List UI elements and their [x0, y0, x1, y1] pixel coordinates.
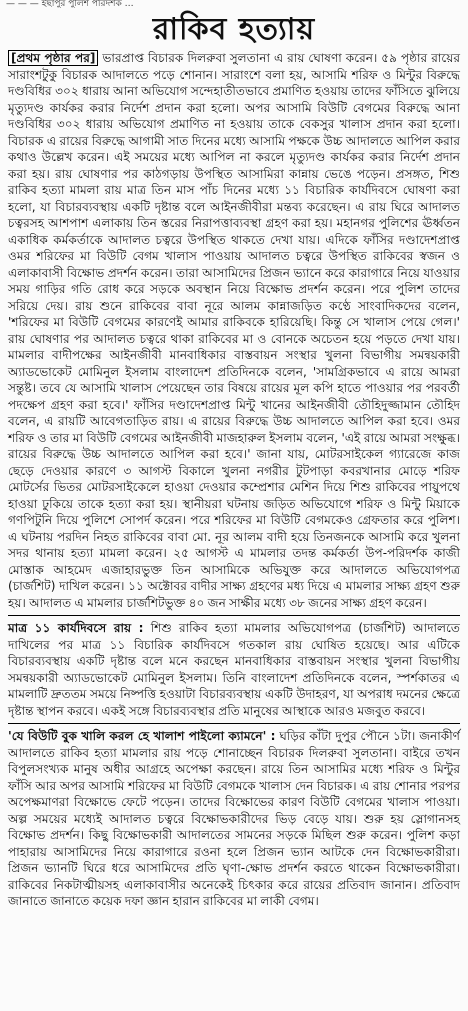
cropped-top-line: — — — ইছাপুর পুলিশ পরিদর্শক … — [6, 0, 134, 8]
article-paragraph-main — [8, 50, 460, 611]
paragraph-text: শিশু রাকিব হত্যা মামলার অভিযোগপত্র (চার্জশিট) আদালতে দাখিলের পর মাত্র ১১ বিচারিক কার্যদিবসে গতকাল রায় ঘোষিত হয়েছে। আর এটিকে বিচারব্যবস্থায় একটি দৃষ্টান্ত বলে মনে করছেন মানবাধিকার বাস্তবায়ন সংস্থার খুলনা বিভাগীয় সমন্বয়কারী অ্যাডভোকেট মোমিনুল ইসলাম। তিনি বাংলাদেশ প্রতিদিনকে বলেন, স্পর্শকাতর এ মামলাটি দ্রুততম সময়ে নিষ্পত্তি হওয়াটা বিচারব্যবস্থায় একটি উদাহরণ, যা অপরাধ দমনের ক্ষেত্রে দৃষ্টান্ত স্থাপন করবে। একই সঙ্গে বিচারব্যবস্থার প্রতি মানুষের আস্থাকে আরও মজবুত করবে। — [8, 621, 460, 718]
continuation-tag: [প্রথম পৃষ্ঠার পর] — [8, 50, 98, 66]
article-body — [0, 50, 468, 910]
subheading-verdict: মাত্র ১১ কার্যদিবসে রায় : — [8, 621, 144, 635]
article-paragraph-verdict — [8, 620, 460, 719]
section-divider — [8, 615, 460, 616]
subheading-protest: 'যে বিউটি বুক খালি করল হে খালাশ পাইলো ক্যামনে' : — [8, 729, 276, 743]
paragraph-text: ঘড়ির কাঁটা দুপুর পৌনে ১টা। জনাকীর্ণ আদালতে রাকিব হত্যা মামলার রায় পড়ে শোনাচ্ছেন বিচারক দিলরুবা সুলতানা। বাইরে তখন বিপুলসংখ্যক মানুষ অধীর আগ্রহে অপেক্ষা করছেন। রায়ে তিন আসামির মধ্যে শরিফ ও মিন্টুর ফাঁসি আর অপর আসামি শরিফের মা বিউটি বেগমকে খালাস দেন বিচারক। এ রায় শোনার পরপর অপেক্ষমাণরা বিক্ষোভে ফেটে পড়েন। তাদের বিক্ষোভের কারণ বিউটি বেগমের খালাস পাওয়া। অল্প সময়ের মধ্যেই আদালত চত্বরে বিক্ষোভকারীদের ভিড় বেড়ে যায়। শুরু হয় স্লোগানসহ বিক্ষোভ প্রদর্শন। কিছু বিক্ষোভকারী আদালতের সামনের সড়কে মিছিল শুরু করেন। পুলিশ কড়া পাহারায় আসামিদের নিয়ে কারাগারে রওনা হলে প্রিজন ভ্যান আটকে দেন বিক্ষোভকারীরা। প্রিজন ভ্যানটি ঘিরে ধরে আসামিদের প্রতি ঘৃণা-ক্ষোভ প্রদর্শন করতে থাকেন বিক্ষোভকারীরা। রাকিবের নিকটাত্মীয়সহ এলাকাবাসীর অনেকেই চিৎকার করে রায়ের প্রতিবাদ জানান। প্রতিবাদ জানাতে জানাতে কয়েক দফা জ্ঞান হারান রাকিবের মা লাকী বেগম। — [8, 729, 460, 908]
section-divider — [8, 723, 460, 724]
article-headline: রাকিব হত্যায় — [152, 12, 316, 47]
paragraph-text: ভারপ্রাপ্ত বিচারক দিলরুবা সুলতানা এ রায় ঘোষণা করেন। ৫৯ পৃষ্ঠার রায়ের সারাংশটুকু বিচারক আদালতে পড়ে শোনান। সারাংশে বলা হয়, আসামি শরিফ ও মিন্টুর বিরুদ্ধে দণ্ডবিধির ৩০২ ধারায় আনা অভিযোগ সন্দেহাতীতভাবে প্রমাণিত হওয়ায় তাদের ফাঁসিতে ঝুলিয়ে মৃত্যুদণ্ড কার্যকর করার নির্দেশ প্রদান করা হলো। অপর আসামি বিউটি বেগমের বিরুদ্ধে আনা দণ্ডবিধির ৩০২ ধারায় অভিযোগ প্রমাণিত না হওয়ায় তাকে বেকসুর খালাস প্রদান করা হলো। বিচারক এ রায়ের বিরুদ্ধে আগামী সাত দিনের মধ্যে আসামি পক্ষকে উচ্চ আদালতে আপিল করার কথাও উল্লেখ করেন। এই সময়ের মধ্যে আপিল না করলে মৃত্যুদণ্ড কার্যকর করার নির্দেশ প্রদান করা হয়। রায় ঘোষণার পর কাঠগড়ায় উপস্থিত আসামিরা কান্নায় ভেঙে পড়েন। প্রসঙ্গত, শিশু রাকিব হত্যা মামলা রায় মাত্র তিন মাস পাঁচ দিনের মধ্যে ১১ বিচারিক কার্যদিবসে ঘোষণা করা হলো, যা বিচারব্যবস্থায় একটি দৃষ্টান্ত বলে আইনজীবীরা মন্তব্য করেছেন। এ রায় ঘিরে আদালত চত্বরসহ আশপাশ এলাকায় তিন স্তরের নিরাপত্তাব্যবস্থা গ্রহণ করা হয়। মহানগর পুলিশের ঊর্ধ্বতন একাধিক কর্মকর্তাকে আদালত চত্বরে উপস্থিত থাকতে দেখা যায়। এদিকে ফাঁসির দণ্ডাদেশপ্রাপ্ত ওমর শরিফের মা বিউটি বেগম খালাস পাওয়ায় আদালত চত্বরে উপস্থিত রাকিবের স্বজন ও এলাকাবাসী বিক্ষোভ প্রদর্শন করেন। তারা আসামিদের প্রিজন ভ্যানে করে কারাগারে নিয়ে যাওয়ার সময় গাড়ির গতি রোধ করে সড়কে অবস্থান নিয়ে বিক্ষোভ প্রদর্শন করেন। পরে পুলিশ তাদের সরিয়ে দেয়। রায় শুনে রাকিবের বাবা নূরে আলম কান্নাজড়িত কণ্ঠে সাংবাদিকদের বলেন, 'শরিফের মা বিউটি বেগমের কারণেই আমার রাকিবকে হারিয়েছি। কিন্তু সে খালাস পেয়ে গেল।' রায় ঘোষণার পর আদালত চত্বরে থাকা রাকিবের মা ও বোনকে অচেতন হয়ে পড়তে দেখা যায়। মামলার বাদীপক্ষের আইনজীবী মানবাধিকার বাস্তবায়ন সংস্থার খুলনা বিভাগীয় সমন্বয়কারী অ্যাডভোকেট মোমিনুল ইসলাম বাংলাদেশ প্রতিদিনকে বলেন, 'সামগ্রিকভাবে এ রায়ে আমরা সন্তুষ্ট। তবে যে আসামি খালাস পেয়েছেন তার বিষয়ে রায়ের মূল কপি হাতে পাওয়ার পর পরবর্তী পদক্ষেপ গ্রহণ করা হবে।' ফাঁসির দণ্ডাদেশপ্রাপ্ত মিন্টু খানের আইনজীবী তৌহিদুজ্জামান তৌহিদ বলেন, এ রায়টি আবেগতাড়িত রায়। এ রায়ের বিরুদ্ধে উচ্চ আদালতে আপিল করা হবে। ওমর শরিফ ও তার মা বিউটি বেগমের আইনজীবী মাজহারুল ইসলাম বলেন, 'এই রায়ে আমরা সংক্ষুব্ধ। রায়ের বিরুদ্ধে উচ্চ আদালতে আপিল করা হবে।' জানা যায়, মোটরসাইকেল গ্যারেজে কাজ ছেড়ে দেওয়ার কারণে ৩ আগস্ট বিকালে খুলনা নগরীর টুটপাড়া কবরখানার মোড়ে শরিফ মোটর্সের ভিতর মোটরসাইকেলে হাওয়া দেওয়ার কম্প্রেশার মেশিন দিয়ে শিশু রাকিবের পায়ুপথে হাওয়া ঢুকিয়ে তাকে হত্যা করা হয়। স্থানীয়রা ঘটনায় জড়িত অভিযোগে শরিফ ও মিন্টু মিয়াকে গণপিটুনি দিয়ে পুলিশে সোপর্দ করেন। পরে শরিফের মা বিউটি বেগমকেও গ্রেফতার করে পুলিশ। এ ঘটনায় পরদিন নিহত রাকিবের বাবা মো. নূর আলম বাদী হয়ে তিনজনকে আসামি করে খুলনা সদর থানায় হত্যা মামলা করেন। ২৫ আগস্ট এ মামলার তদন্ত কর্মকর্তা উপ-পরিদর্শক কাজী মোস্তাক আহমেদ এজাহারভুক্ত তিন আসামিকে অভিযুক্ত করে আদালতে অভিযোগপত্র (চার্জশিট) দাখিল করেন। ১১ অক্টোবর বাদীর সাক্ষ্য গ্রহণের মধ্য দিয়ে এ মামলার সাক্ষ্য গ্রহণ শুরু হয়। আদালত এ মামলার চার্জশিটভুক্ত ৪০ জন সাক্ষীর মধ্যে ৩৮ জনের সাক্ষ্য গ্রহণ করেন। — [8, 51, 460, 610]
article-paragraph-protest — [8, 728, 460, 910]
